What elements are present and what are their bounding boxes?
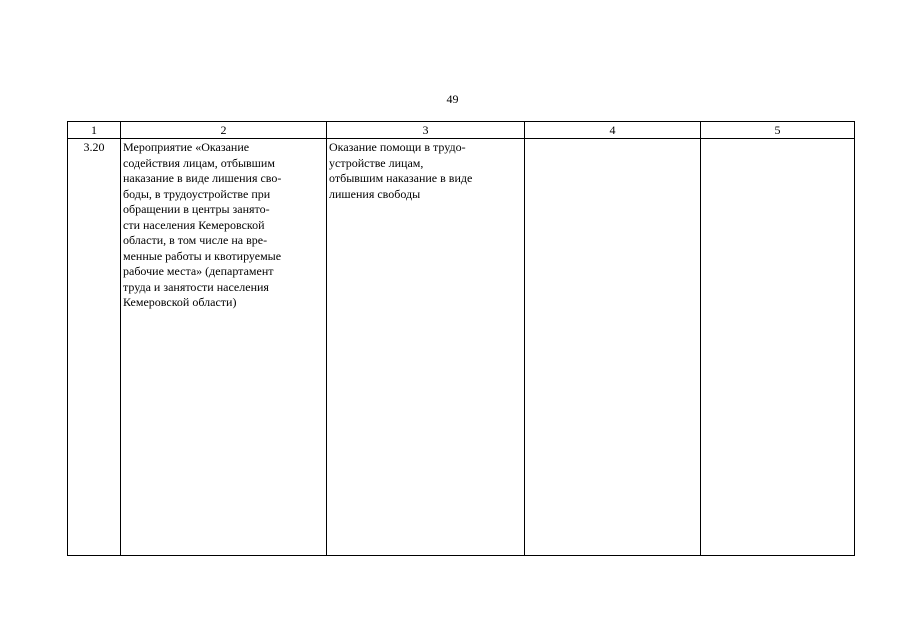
col-5-cell [701,139,855,556]
event-description-line: Мероприятие «Оказание [123,140,250,154]
header-col-3: 3 [327,122,525,139]
event-description-line: боды, в трудоустройстве при [123,186,271,201]
page-number: 49 [446,92,459,106]
table-header-row [68,122,855,139]
event-description-line: труда и занятости населения [123,279,269,294]
col-4-cell [525,139,701,556]
event-content-line: устройстве лицам, [329,155,424,170]
event-description-line: обращении в центры занято- [123,202,270,216]
header-col-5: 5 [701,122,855,139]
event-content-line: отбывшим наказание в виде [329,171,473,185]
table-row [68,139,855,556]
event-description-cell [121,139,327,556]
event-description-line: рабочие места» (департамент [123,264,274,278]
event-description-line: сти населения Кемеровской [123,217,265,232]
event-content-line: Оказание помощи в трудо- [329,140,466,154]
header-col-4: 4 [525,122,701,139]
header-col-1: 1 [68,122,121,139]
event-description-line: менные работы и квотируемые [123,248,282,263]
event-description-line: наказание в виде лишения сво- [123,171,282,185]
event-content-line: лишения свободы [329,186,421,201]
header-col-2: 2 [121,122,327,139]
event-content-cell [327,139,525,556]
event-description-line: содействия лицам, отбывшим [123,155,275,170]
row-number-cell: 3.20 [68,139,121,556]
document-table [67,121,855,556]
event-description-line: области, в том числе на вре- [123,233,268,247]
event-description-line: Кемеровской области) [123,295,237,309]
